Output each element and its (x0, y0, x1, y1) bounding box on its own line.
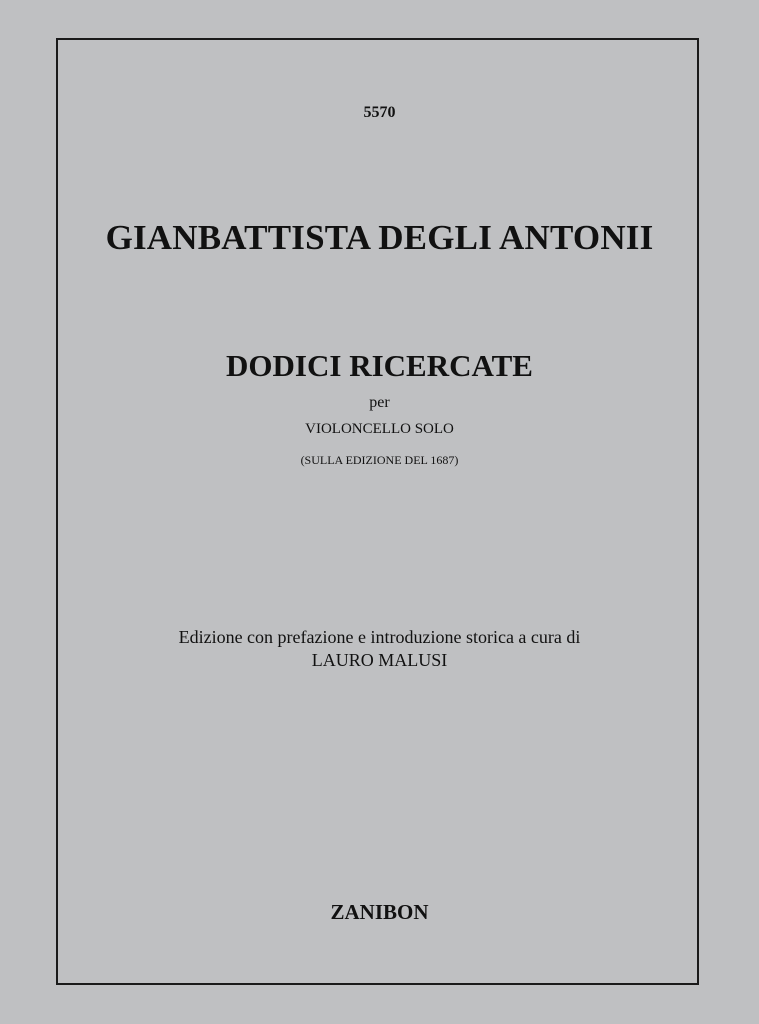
instrument-label: VIOLONCELLO SOLO (305, 421, 454, 437)
editor-name: LAURO MALUSI (311, 650, 448, 670)
composer-name: GIANBATTISTA DEGLI ANTONII (105, 218, 654, 257)
work-title: DODICI RICERCATE (226, 348, 533, 383)
edition-note: (SULLA EDIZIONE DEL 1687) (300, 453, 459, 467)
per-label: per (369, 394, 390, 411)
editor-credit-line: Edizione con prefazione e introduzione storica a cura di (178, 627, 581, 647)
cover-border-frame (56, 38, 699, 985)
catalog-number: 5570 (363, 104, 396, 121)
publisher-name: ZANIBON (330, 900, 429, 924)
